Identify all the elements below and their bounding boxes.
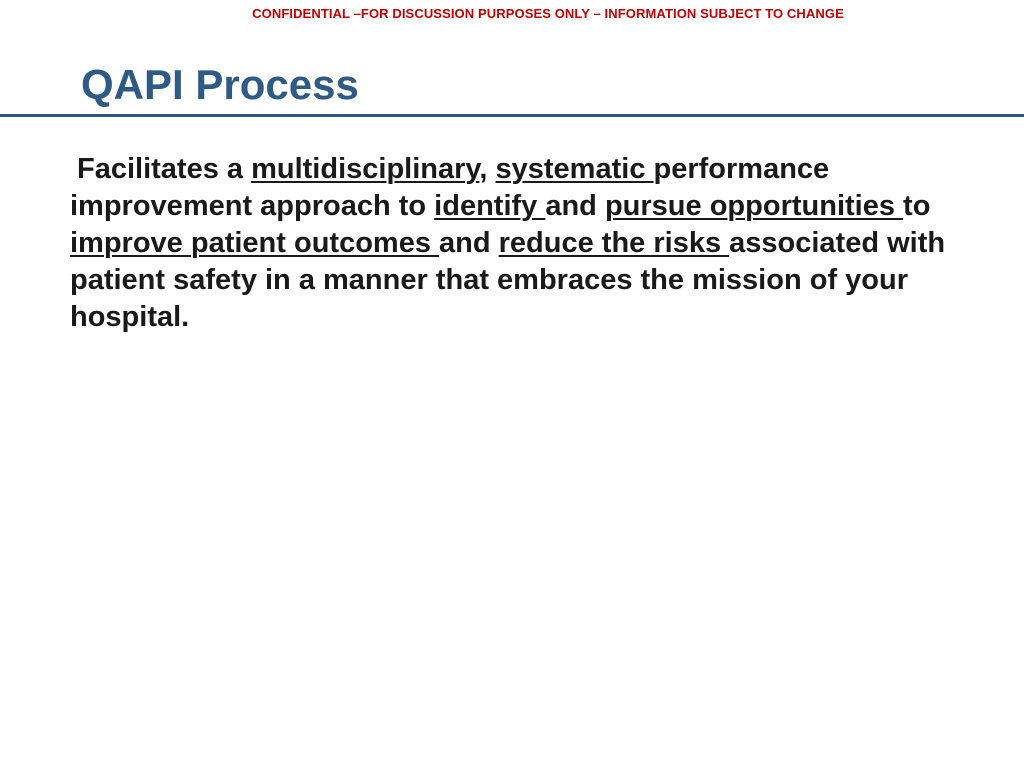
title-divider — [0, 114, 1024, 117]
body-segment: performance improvement approach to — [70, 153, 830, 222]
slide-title: QAPI Process — [81, 61, 359, 108]
body-segment: associated with patient safety in a manner that embraces the mission of your hospital. — [70, 227, 946, 333]
body-segment: and — [545, 190, 605, 222]
body-segment-underlined: systematic — [495, 153, 654, 185]
body-segment-underlined: multidisciplinary — [251, 153, 480, 185]
body-segment-underlined: improve patient outcomes — [70, 227, 440, 259]
body-segment: , — [479, 153, 496, 185]
body-segment: and — [439, 227, 499, 259]
slide-body-paragraph — [70, 151, 990, 336]
body-segment: to — [903, 190, 931, 222]
body-segment-underlined: pursue opportunities — [604, 190, 904, 222]
body-segment: Facilitates a — [77, 153, 252, 185]
confidential-notice: CONFIDENTIAL –FOR DISCUSSION PURPOSES ONLY – INFORMATION SUBJECT TO CHANGE — [252, 6, 844, 21]
body-segment-underlined: identify — [434, 190, 546, 222]
body-segment-underlined: reduce the risks — [498, 227, 730, 259]
